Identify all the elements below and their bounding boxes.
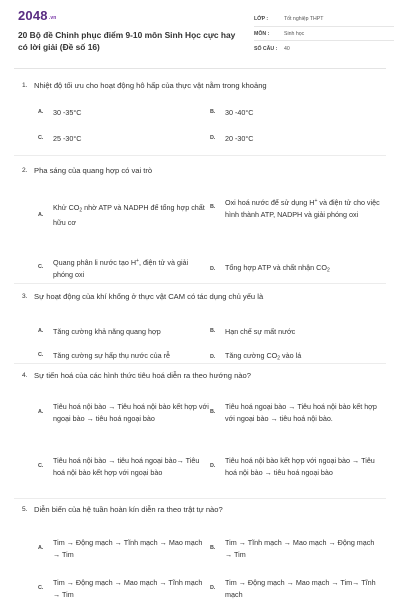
- option-letter: A.: [38, 109, 44, 115]
- options: [22, 515, 384, 600]
- option-c[interactable]: [38, 577, 210, 600]
- question-text: Pha sáng của quang hợp có vai trò: [34, 166, 153, 175]
- meta-row-subject: [254, 27, 394, 42]
- option-letter: C.: [38, 584, 44, 591]
- option-letter: C.: [38, 264, 44, 271]
- meta-value: Sinh học: [284, 30, 305, 37]
- meta-label: MÔN :: [254, 30, 270, 37]
- option-text: Tiêu hoá nội bào kết hợp với ngoại bào → Tiêu hoá nội bào → tiêu hoá ngoại bào: [225, 456, 375, 477]
- options: [22, 381, 384, 501]
- option-text: Tiêu hoá nội bào → Tiêu hoá nội bào kết hợp với ngoại bào → tiêu hoá ngoại bào: [53, 402, 209, 423]
- option-letter: B.: [210, 109, 216, 115]
- question-text: Nhiệt độ tối ưu cho hoạt động hô hấp của thực vật nằm trong khoảng: [34, 81, 267, 90]
- question-text: Sự tiến hoá của các hình thức tiêu hoá diễn ra theo hướng nào?: [34, 371, 251, 380]
- question-number: 1.: [22, 82, 28, 89]
- option-b[interactable]: [210, 537, 382, 560]
- option-letter: B.: [210, 328, 216, 334]
- question-divider: [14, 283, 386, 284]
- options: [22, 91, 384, 141]
- question-number: 2.: [22, 167, 28, 174]
- question-1: [22, 80, 384, 141]
- question-divider: [14, 498, 386, 499]
- option-text: Oxi hoá nước để sử dụng H+ và điện tử cho việc hình thành ATP, NADPH và giải phóng oxi: [225, 198, 380, 219]
- question-divider: [14, 363, 386, 364]
- question-number: 4.: [22, 372, 28, 379]
- option-text: Tiêu hoá ngoại bào → Tiêu hoá nội bào kết hợp với ngoại bào → tiêu hoá nội bào.: [225, 402, 377, 423]
- option-d[interactable]: [210, 262, 382, 277]
- question-3: [22, 291, 384, 362]
- meta-value: Tốt nghiệp THPT: [284, 15, 324, 22]
- question-divider: [14, 155, 386, 156]
- option-a[interactable]: [38, 537, 210, 560]
- options: [22, 302, 384, 362]
- question-number: 5.: [22, 506, 28, 513]
- option-d[interactable]: [210, 577, 382, 600]
- option-text: Khử $CO_2$ nhờ ATP và NADPH để tổng hợp chất hữu cơ: [53, 203, 205, 227]
- option-a[interactable]: [38, 107, 208, 119]
- option-a[interactable]: [38, 401, 210, 424]
- option-c[interactable]: [38, 350, 210, 362]
- option-text: 20 -30°C: [225, 134, 254, 143]
- option-b[interactable]: [210, 107, 380, 119]
- option-letter: D.: [210, 584, 216, 591]
- question-header: [22, 165, 384, 176]
- option-b[interactable]: [210, 326, 382, 338]
- option-c[interactable]: [38, 256, 210, 280]
- question-4: [22, 370, 384, 501]
- option-text: Tim → Tĩnh mạch → Mao mạch → Động mạch → Tim: [225, 538, 375, 559]
- option-a[interactable]: [38, 326, 210, 338]
- option-text: 25 -30°C: [53, 134, 82, 143]
- option-text: 30 -40°C: [225, 108, 254, 117]
- option-d[interactable]: [210, 455, 382, 478]
- meta-row-class: [254, 12, 394, 27]
- option-text: Tăng cường khả năng quang hợp: [53, 327, 161, 336]
- option-a[interactable]: [38, 202, 210, 229]
- meta-label: SỐ CÂU :: [254, 45, 278, 52]
- question-5: [22, 504, 384, 600]
- option-letter: C.: [38, 462, 44, 469]
- option-b[interactable]: [210, 401, 382, 424]
- option-letter: C.: [38, 352, 44, 358]
- option-d[interactable]: [210, 133, 380, 145]
- logo-suffix: .vn: [48, 15, 57, 21]
- option-letter: D.: [210, 135, 216, 141]
- option-text: Hạn chế sự mất nước: [225, 327, 296, 336]
- question-header: [22, 291, 384, 302]
- question-header: [22, 80, 384, 91]
- option-letter: C.: [38, 135, 44, 141]
- option-letter: B.: [210, 204, 216, 211]
- question-header: [22, 504, 384, 515]
- meta-label: LỚP :: [254, 15, 269, 22]
- header-divider: [14, 68, 386, 69]
- page-title: 20 Bộ đề Chinh phục điểm 9-10 môn Sinh Học cực hay có lời giải (Đề số 16): [18, 30, 236, 52]
- question-header: [22, 370, 384, 381]
- option-text: Tiêu hoá nội bào → tiêu hoá ngoại bào→ Tiêu hoá nội bào kết hợp với ngoại bào: [53, 456, 200, 477]
- option-letter: A.: [38, 544, 44, 551]
- option-text: Tim → Động mạch → Mao mạch → Tim→ Tĩnh mạch: [225, 578, 376, 599]
- logo-text: 2048: [18, 8, 48, 23]
- option-text: Tăng cường $CO_2$ vào lá: [225, 351, 302, 362]
- option-letter: B.: [210, 544, 216, 551]
- option-letter: A.: [38, 328, 44, 334]
- question-text: Sự hoạt động của khí khổng ở thực vật CAM có tác dụng chủ yếu là: [34, 292, 264, 301]
- options: [22, 176, 384, 286]
- option-letter: A.: [38, 408, 44, 415]
- option-letter: D.: [210, 265, 216, 272]
- question-2: [22, 165, 384, 286]
- option-letter: B.: [210, 408, 216, 415]
- question-number: 3.: [22, 293, 28, 300]
- option-c[interactable]: [38, 455, 210, 478]
- option-text: Tim → Động mạch → Mao mạch → Tĩnh mạch → Tim: [53, 578, 203, 599]
- option-text: Tổng hợp ATP và chất nhận $CO_2$: [225, 263, 330, 274]
- option-c[interactable]: [38, 133, 208, 145]
- option-text: 30 -35°C: [53, 108, 82, 117]
- meta-row-count: [254, 41, 394, 56]
- option-text: Tăng cường sự hấp thụ nước của rễ: [53, 351, 170, 360]
- option-text: Quang phân li nước tạo H+, điện tử và giải phóng oxi: [53, 258, 189, 279]
- option-b[interactable]: [210, 196, 382, 220]
- option-text: Tim → Động mạch → Tĩnh mạch → Mao mạch → Tim: [53, 538, 203, 559]
- meta-value: 40: [284, 45, 290, 52]
- question-text: Diễn biến của hệ tuần hoàn kín diễn ra theo trật tự nào?: [34, 505, 223, 514]
- option-letter: D.: [210, 353, 216, 360]
- option-letter: D.: [210, 462, 216, 469]
- exam-meta: [254, 12, 394, 56]
- option-letter: A.: [38, 211, 44, 218]
